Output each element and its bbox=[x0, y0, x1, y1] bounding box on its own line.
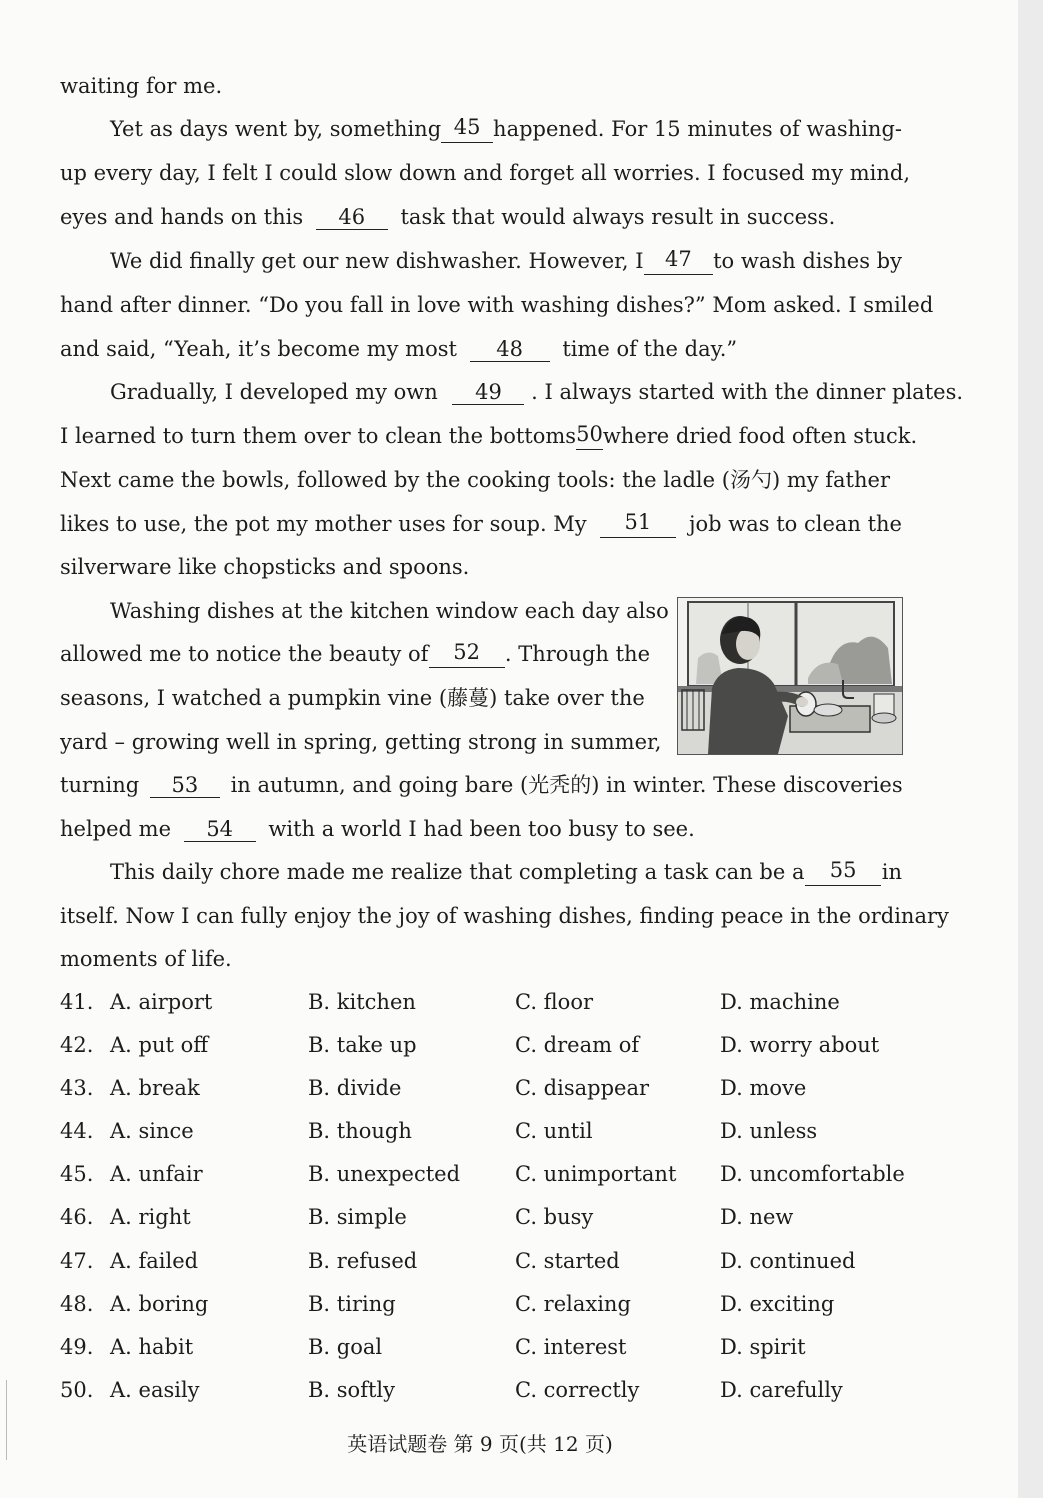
option-row-47 bbox=[60, 1247, 910, 1277]
option-row-50 bbox=[60, 1376, 910, 1406]
option-d: D. machine bbox=[720, 990, 840, 1014]
page-footer: 英语试题卷 第 9 页(共 12 页) bbox=[347, 1432, 613, 1456]
option-row-49 bbox=[60, 1333, 910, 1363]
option-a: A. habit bbox=[110, 1335, 194, 1359]
option-a: A. break bbox=[110, 1076, 200, 1100]
passage-line-1: waiting for me. bbox=[60, 74, 223, 98]
question-number: 50. bbox=[60, 1378, 94, 1402]
passage-line-2 bbox=[110, 115, 902, 143]
option-b: B. goal bbox=[308, 1335, 383, 1359]
text-segment: job was to clean the bbox=[688, 512, 902, 536]
text-segment: in bbox=[881, 860, 902, 884]
option-c: C. until bbox=[515, 1119, 593, 1143]
question-number: 49. bbox=[60, 1335, 94, 1359]
passage-line-4 bbox=[60, 203, 902, 231]
option-a: A. right bbox=[110, 1205, 191, 1229]
option-a: A. unfair bbox=[110, 1162, 203, 1186]
option-row-42 bbox=[60, 1031, 910, 1061]
text-segment: We did finally get our new dishwasher. However, I bbox=[110, 249, 644, 273]
option-a: A. airport bbox=[110, 990, 213, 1014]
passage-line-8 bbox=[110, 378, 964, 406]
option-b: B. take up bbox=[308, 1033, 417, 1057]
option-row-43 bbox=[60, 1074, 910, 1104]
option-b: B. tiring bbox=[308, 1292, 396, 1316]
question-number: 43. bbox=[60, 1076, 94, 1100]
option-c: C. correctly bbox=[515, 1378, 640, 1402]
option-d: D. uncomfortable bbox=[720, 1162, 905, 1186]
option-c: C. busy bbox=[515, 1205, 594, 1229]
option-d: D. spirit bbox=[720, 1335, 806, 1359]
option-c: C. floor bbox=[515, 990, 594, 1014]
blank-47: 47 bbox=[644, 247, 714, 275]
option-a: A. since bbox=[110, 1119, 194, 1143]
text-segment: . Through the bbox=[504, 642, 650, 666]
option-row-45 bbox=[60, 1160, 910, 1190]
option-a: A. boring bbox=[110, 1292, 209, 1316]
dishwashing-illustration bbox=[677, 597, 903, 755]
text-segment: to wash dishes by bbox=[713, 249, 902, 273]
option-a: A. put off bbox=[110, 1033, 209, 1057]
passage-line-15: seasons, I watched a pumpkin vine (藤蔓) take over the bbox=[60, 686, 645, 710]
question-number: 46. bbox=[60, 1205, 94, 1229]
text-segment: turning bbox=[60, 773, 140, 797]
question-number: 45. bbox=[60, 1162, 94, 1186]
option-d: D. exciting bbox=[720, 1292, 835, 1316]
option-d: D. worry about bbox=[720, 1033, 880, 1057]
option-c: C. dream of bbox=[515, 1033, 640, 1057]
option-c: C. unimportant bbox=[515, 1162, 677, 1186]
blank-54: 54 bbox=[184, 817, 256, 842]
option-b: B. unexpected bbox=[308, 1162, 461, 1186]
passage-line-9 bbox=[60, 422, 918, 450]
blank-55: 55 bbox=[805, 858, 881, 886]
option-c: C. interest bbox=[515, 1335, 627, 1359]
option-c: C. relaxing bbox=[515, 1292, 631, 1316]
option-b: B. refused bbox=[308, 1249, 418, 1273]
text-segment: task that would always result in success. bbox=[400, 205, 836, 229]
option-b: B. divide bbox=[308, 1076, 402, 1100]
option-c: C. started bbox=[515, 1249, 620, 1273]
passage-line-5 bbox=[110, 247, 902, 275]
passage-line-7 bbox=[60, 335, 902, 363]
text-segment: happened. For 15 minutes of washing- bbox=[493, 117, 902, 141]
text-segment: where dried food often stuck. bbox=[602, 424, 918, 448]
passage-line-6: hand after dinner. “Do you fall in love with washing dishes?” Mom asked. I smiled bbox=[60, 293, 934, 317]
blank-50: 50 bbox=[576, 422, 603, 450]
text-segment: and said, “Yeah, it’s become my most bbox=[60, 337, 457, 361]
option-d: D. new bbox=[720, 1205, 794, 1229]
option-b: B. though bbox=[308, 1119, 412, 1143]
text-segment: helped me bbox=[60, 817, 171, 841]
question-number: 48. bbox=[60, 1292, 94, 1316]
text-segment: . I always started with the dinner plates. bbox=[531, 380, 964, 404]
blank-53: 53 bbox=[150, 773, 220, 798]
passage-line-13: Washing dishes at the kitchen window each day also bbox=[110, 599, 669, 623]
option-d: D. unless bbox=[720, 1119, 818, 1143]
text-segment: Gradually, I developed my own bbox=[110, 380, 438, 404]
text-segment: I learned to turn them over to clean the bottoms bbox=[60, 424, 577, 448]
text-segment: with a world I had been too busy to see. bbox=[268, 817, 695, 841]
passage-line-3: up every day, I felt I could slow down and forget all worries. I focused my mind, bbox=[60, 161, 911, 185]
option-d: D. move bbox=[720, 1076, 807, 1100]
passage-line-17 bbox=[60, 771, 902, 799]
option-d: D. continued bbox=[720, 1249, 856, 1273]
blank-45: 45 bbox=[441, 115, 493, 143]
text-segment: allowed me to notice the beauty of bbox=[60, 642, 429, 666]
passage-line-21: moments of life. bbox=[60, 947, 232, 971]
blank-51: 51 bbox=[600, 510, 676, 538]
text-segment: Yet as days went by, something bbox=[110, 117, 442, 141]
passage-line-12: silverware like chopsticks and spoons. bbox=[60, 555, 470, 579]
option-b: B. kitchen bbox=[308, 990, 416, 1014]
passage-line-14 bbox=[60, 640, 650, 668]
option-c: C. disappear bbox=[515, 1076, 649, 1100]
option-row-44 bbox=[60, 1117, 910, 1147]
option-b: B. softly bbox=[308, 1378, 395, 1402]
text-segment: eyes and hands on this bbox=[60, 205, 304, 229]
option-b: B. simple bbox=[308, 1205, 407, 1229]
passage-line-16: yard – growing well in spring, getting strong in summer, bbox=[60, 730, 662, 754]
option-row-48 bbox=[60, 1290, 910, 1320]
option-a: A. easily bbox=[110, 1378, 200, 1402]
option-d: D. carefully bbox=[720, 1378, 843, 1402]
question-number: 44. bbox=[60, 1119, 94, 1143]
question-number: 41. bbox=[60, 990, 94, 1014]
woman-washing-dishes-image bbox=[678, 598, 902, 754]
passage-line-19 bbox=[110, 858, 902, 886]
blank-52: 52 bbox=[429, 640, 505, 668]
blank-48: 48 bbox=[470, 337, 550, 362]
text-segment: likes to use, the pot my mother uses for soup. My bbox=[60, 512, 587, 536]
option-row-46 bbox=[60, 1203, 910, 1233]
option-a: A. failed bbox=[110, 1249, 199, 1273]
text-segment: in autumn, and going bare (光秃的) in winter. These discoveries bbox=[230, 773, 903, 797]
blank-46: 46 bbox=[316, 205, 388, 230]
option-row-41 bbox=[60, 988, 910, 1018]
passage-line-11 bbox=[60, 510, 902, 538]
passage-line-10: Next came the bowls, followed by the cooking tools: the ladle (汤勺) my father bbox=[60, 468, 890, 492]
passage-line-18 bbox=[60, 815, 902, 843]
passage-line-20: itself. Now I can fully enjoy the joy of washing dishes, finding peace in the ordinary bbox=[60, 904, 949, 928]
blank-49: 49 bbox=[452, 380, 524, 405]
text-segment: This daily chore made me realize that completing a task can be a bbox=[110, 860, 805, 884]
question-number: 42. bbox=[60, 1033, 94, 1057]
question-number: 47. bbox=[60, 1249, 94, 1273]
text-segment: time of the day.” bbox=[562, 337, 738, 361]
